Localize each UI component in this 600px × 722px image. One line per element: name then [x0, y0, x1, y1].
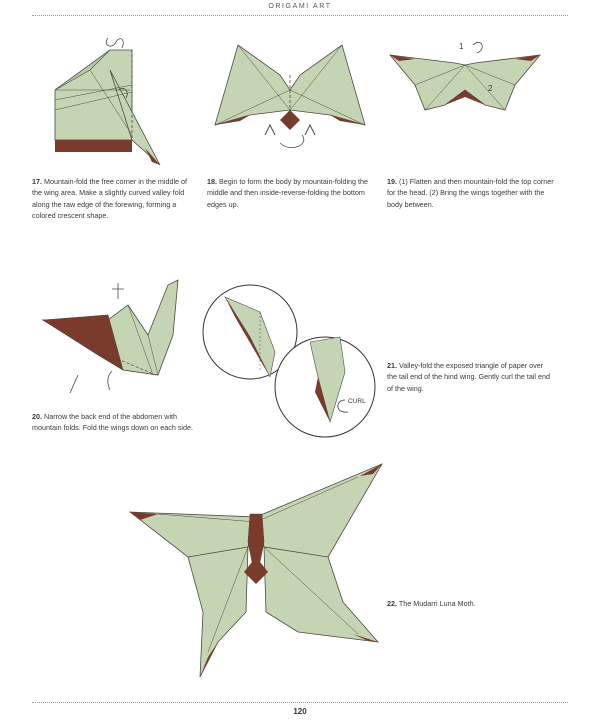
step-21-curl-label: CURL	[348, 398, 366, 405]
step-21-diagram	[200, 282, 380, 447]
step-21-caption	[387, 360, 555, 394]
step-17-text: Mountain-fold the free corner in the middle of the wing area. Make a slightly curved valley fold along the raw edge of the forewing, forming a colored crescent shape.	[32, 177, 188, 221]
step-20-number: 20.	[32, 412, 42, 421]
page-number: 120	[293, 707, 307, 716]
step-20-diagram	[38, 275, 188, 400]
step-17-number: 17.	[32, 177, 42, 186]
bottom-rule	[32, 702, 568, 703]
step-18-text: Begin to form the body by mountain-folding the middle and then inside-reverse-folding the bottom edges up.	[207, 177, 369, 209]
step-17-caption	[32, 176, 197, 222]
step-19-diagram	[385, 35, 545, 145]
step-22-caption	[387, 598, 557, 609]
step-20-caption	[32, 411, 202, 434]
step-21-number: 21.	[387, 361, 397, 370]
step-19-mark-1: 1	[459, 42, 464, 51]
step-19-number: 19.	[387, 177, 397, 186]
step-20-text: Narrow the back end of the abdomen with mountain folds. Fold the wings down on each side.	[32, 412, 194, 433]
running-header: ORIGAMI ART	[268, 3, 332, 10]
step-19-caption	[387, 176, 555, 210]
step-17-diagram	[50, 30, 170, 170]
step-19-mark-2: 2	[488, 84, 493, 93]
step-22-text: The Mudarri Luna Moth.	[398, 599, 476, 608]
step-19-text: (1) Flatten and then mountain-fold the top corner for the head. (2) Bring the wings together with the body between.	[387, 177, 554, 209]
step-18-diagram	[210, 35, 370, 155]
step-22-moth-diagram	[128, 462, 384, 680]
top-rule	[32, 15, 568, 16]
step-21-text: Valley-fold the exposed triangle of paper over the tail end of the hind wing. Gently curl the tail end of the wing.	[387, 361, 551, 393]
step-18-caption	[207, 176, 372, 210]
step-22-number: 22.	[387, 599, 397, 608]
step-18-number: 18.	[207, 177, 217, 186]
